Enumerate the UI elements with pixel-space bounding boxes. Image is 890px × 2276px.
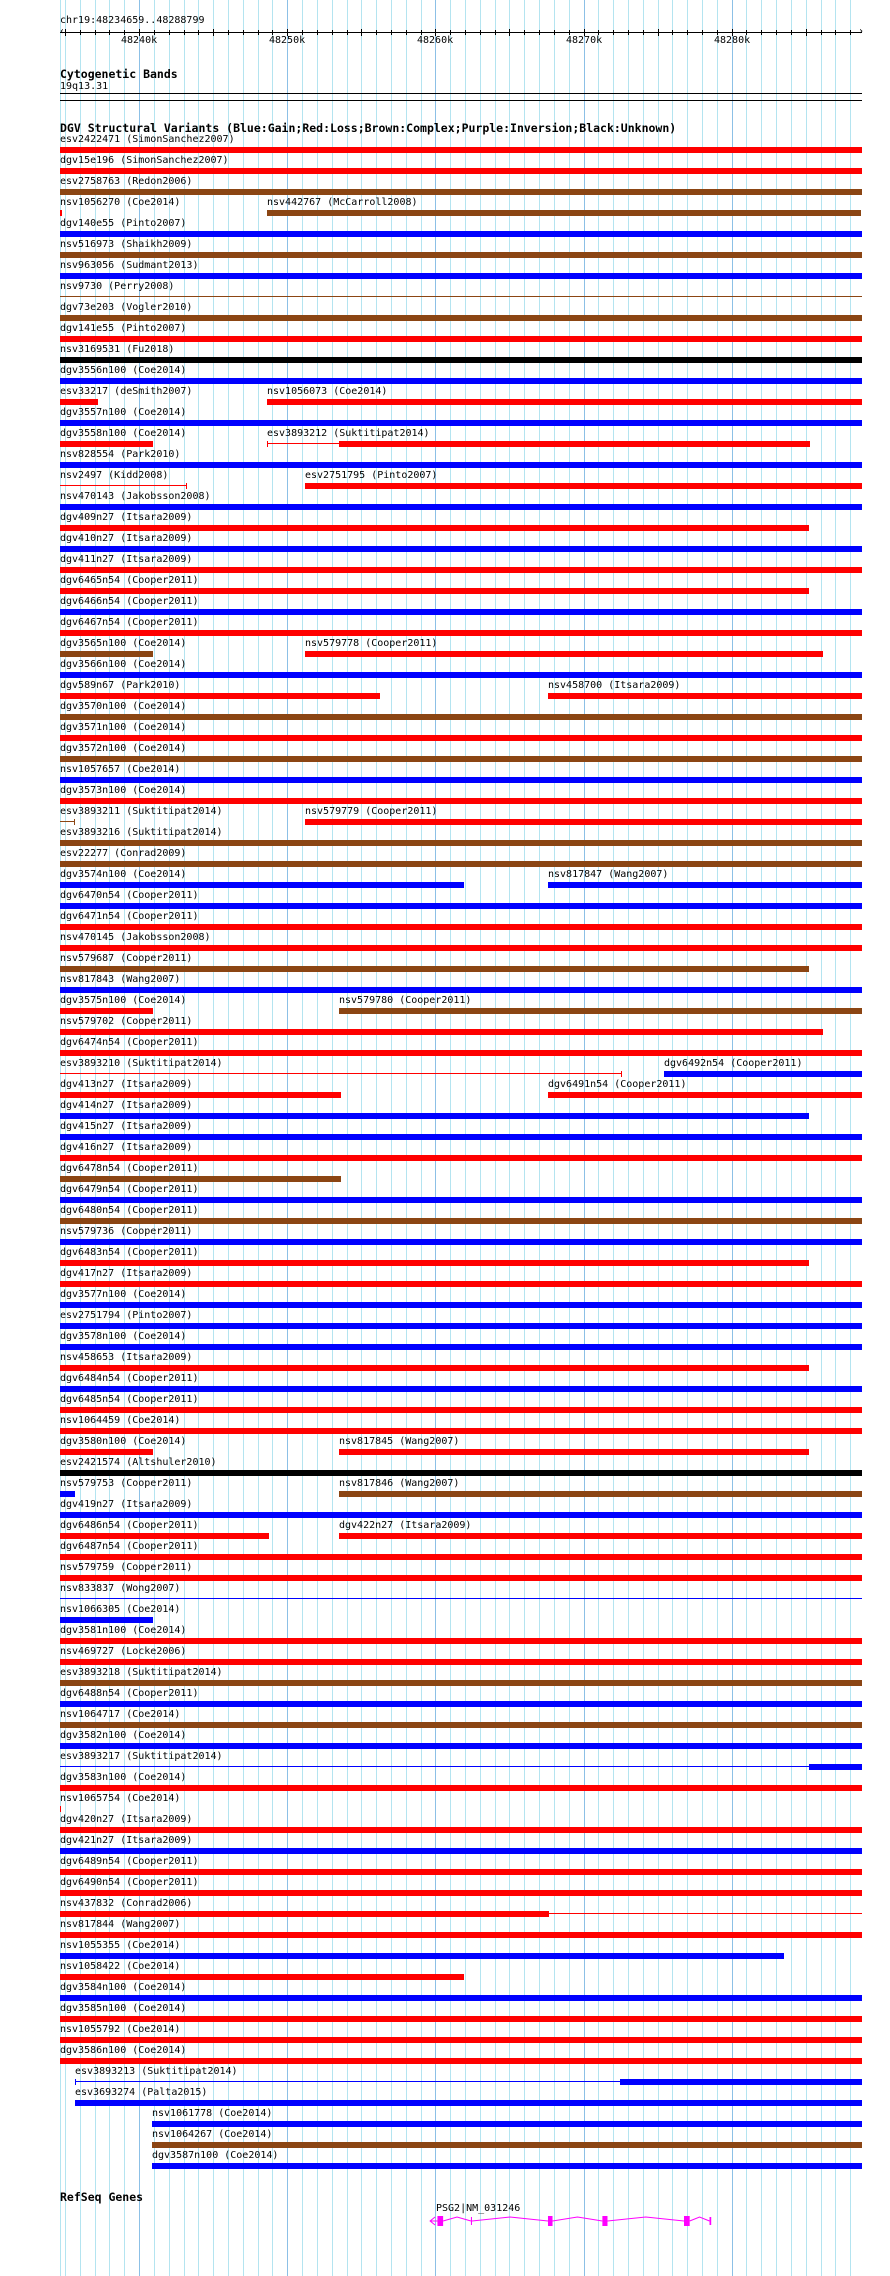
sv-label[interactable]: dgv6471n54 (Cooper2011) [60,911,199,922]
sv-label[interactable]: nsv817846 (Wang2007) [339,1478,460,1489]
sv-label[interactable]: dgv3557n100 (Coe2014) [60,407,187,418]
sv-label[interactable]: dgv3585n100 (Coe2014) [60,2003,187,2014]
sv-label[interactable]: dgv3578n100 (Coe2014) [60,1331,187,1342]
sv-label[interactable]: nsv817844 (Wang2007) [60,1919,181,1930]
intron-line [443,2217,471,2221]
sv-label[interactable]: nsv1066305 (Coe2014) [60,1604,181,1615]
sv-label[interactable]: nsv9730 (Perry2008) [60,281,175,292]
sv-label[interactable]: nsv1055792 (Coe2014) [60,2024,181,2035]
sv-label[interactable]: nsv828554 (Park2010) [60,449,181,460]
sv-label[interactable]: dgv6474n54 (Cooper2011) [60,1037,199,1048]
sv-label[interactable]: esv33217 (deSmith2007) [60,386,193,397]
ruler-tick-label: 48270k [566,35,603,46]
sv-label[interactable]: dgv416n27 (Itsara2009) [60,1142,193,1153]
exon-block [602,2216,607,2226]
exon-block [471,2217,472,2225]
sv-label[interactable]: dgv140e55 (Pinto2007) [60,218,187,229]
sv-label[interactable]: dgv3565n100 (Coe2014) [60,638,187,649]
sv-label[interactable]: dgv3558n100 (Coe2014) [60,428,187,439]
sv-label[interactable]: nsv579736 (Cooper2011) [60,1226,193,1237]
sv-label[interactable]: dgv6489n54 (Cooper2011) [60,1856,199,1867]
sv-label[interactable]: nsv579753 (Cooper2011) [60,1478,193,1489]
sv-label[interactable]: dgv6488n54 (Cooper2011) [60,1688,199,1699]
sv-label[interactable]: dgv420n27 (Itsara2009) [60,1814,193,1825]
sv-label[interactable]: esv2751794 (Pinto2007) [60,1310,193,1321]
cytoband-track-title: Cytogenetic Bands [60,67,178,81]
sv-label[interactable]: dgv15e196 (SimonSanchez2007) [60,155,229,166]
sv-label[interactable]: nsv833837 (Wong2007) [60,1583,181,1594]
exon-block [548,2216,553,2226]
sv-label[interactable]: dgv6470n54 (Cooper2011) [60,890,199,901]
sv-label[interactable]: nsv1056270 (Coe2014) [60,197,181,208]
sv-label[interactable]: dgv6479n54 (Cooper2011) [60,1184,199,1195]
sv-label[interactable]: nsv1056073 (Coe2014) [267,386,388,397]
sv-label[interactable]: dgv414n27 (Itsara2009) [60,1100,193,1111]
sv-label[interactable]: dgv3556n100 (Coe2014) [60,365,187,376]
sv-label[interactable]: esv3693274 (Palta2015) [75,2087,208,2098]
sv-label[interactable]: esv3893218 (Suktitipat2014) [60,1667,223,1678]
sv-label[interactable]: esv2751795 (Pinto2007) [305,470,438,481]
intron-line [607,2217,684,2221]
sv-label[interactable]: dgv6485n54 (Cooper2011) [60,1394,199,1405]
sv-label[interactable]: nsv579702 (Cooper2011) [60,1016,193,1027]
sv-label[interactable]: dgv3581n100 (Coe2014) [60,1625,187,1636]
sv-label[interactable]: nsv963056 (Sudmant2013) [60,260,199,271]
sv-label[interactable]: nsv1058422 (Coe2014) [60,1961,181,1972]
refseq-track-title: RefSeq Genes [60,2190,144,2204]
sv-label[interactable]: nsv442767 (McCarroll2008) [267,197,418,208]
ruler-tick-label: 48280k [714,35,751,46]
sv-label[interactable]: nsv437832 (Conrad2006) [60,1898,193,1909]
sv-label[interactable]: dgv3587n100 (Coe2014) [152,2150,279,2161]
sv-label[interactable]: dgv3572n100 (Coe2014) [60,743,187,754]
intron-line [690,2217,710,2221]
ruler-left-arrow-icon[interactable]: ‹ [59,26,66,37]
sv-label[interactable]: dgv419n27 (Itsara2009) [60,1499,193,1510]
sv-label[interactable]: esv2421574 (Altshuler2010) [60,1457,217,1468]
sv-label[interactable]: nsv470143 (Jakobsson2008) [60,491,211,502]
intron-line [553,2217,603,2221]
exon-block [710,2217,712,2225]
sv-label[interactable]: esv2422471 (SimonSanchez2007) [60,134,235,145]
sv-label[interactable]: nsv2497 (Kidd2008) [60,470,169,481]
sv-label[interactable]: dgv3583n100 (Coe2014) [60,1772,187,1783]
sv-label[interactable]: nsv579759 (Cooper2011) [60,1562,193,1573]
sv-label[interactable]: dgv3573n100 (Coe2014) [60,785,187,796]
exon-block [437,2216,443,2226]
sv-label[interactable]: esv3893212 (Suktitipat2014) [267,428,430,439]
sv-label[interactable]: nsv1055355 (Coe2014) [60,1940,181,1951]
sv-label[interactable]: dgv6483n54 (Cooper2011) [60,1247,199,1258]
sv-label[interactable]: dgv417n27 (Itsara2009) [60,1268,193,1279]
sv-label[interactable]: dgv3570n100 (Coe2014) [60,701,187,712]
sv-label[interactable]: esv3893216 (Suktitipat2014) [60,827,223,838]
sv-label[interactable]: dgv6478n54 (Cooper2011) [60,1163,199,1174]
sv-label[interactable]: dgv410n27 (Itsara2009) [60,533,193,544]
sv-label[interactable]: nsv1065754 (Coe2014) [60,1793,181,1804]
exon-block [684,2216,690,2226]
sv-label[interactable]: dgv6491n54 (Cooper2011) [548,1079,687,1090]
sv-label[interactable]: nsv3169531 (Fu2018) [60,344,175,355]
sv-label[interactable]: nsv458700 (Itsara2009) [548,680,681,691]
sv-label[interactable]: esv3893211 (Suktitipat2014) [60,806,223,817]
sv-label[interactable]: dgv6486n54 (Cooper2011) [60,1520,199,1531]
ruler-tick-label: 48260k [417,35,454,46]
sv-label[interactable]: dgv3582n100 (Coe2014) [60,1730,187,1741]
sv-label[interactable]: nsv1064459 (Coe2014) [60,1415,181,1426]
sv-label[interactable]: esv3893213 (Suktitipat2014) [75,2066,238,2077]
sv-label[interactable]: dgv3586n100 (Coe2014) [60,2045,187,2056]
sv-label[interactable]: esv3893210 (Suktitipat2014) [60,1058,223,1069]
sv-label[interactable]: dgv73e203 (Vogler2010) [60,302,193,313]
sv-label[interactable]: dgv6492n54 (Cooper2011) [664,1058,803,1069]
sv-label[interactable]: dgv589n67 (Park2010) [60,680,181,691]
sv-label[interactable]: esv3893217 (Suktitipat2014) [60,1751,223,1762]
sv-label[interactable]: nsv817843 (Wang2007) [60,974,181,985]
intron-line [472,2217,548,2221]
sv-label[interactable]: dgv6466n54 (Cooper2011) [60,596,199,607]
sv-label[interactable]: dgv409n27 (Itsara2009) [60,512,193,523]
sv-label[interactable]: nsv516973 (Shaikh2009) [60,239,193,250]
sv-label[interactable]: dgv422n27 (Itsara2009) [339,1520,472,1531]
sv-label[interactable]: nsv1061778 (Coe2014) [152,2108,273,2119]
sv-label[interactable]: nsv817845 (Wang2007) [339,1436,460,1447]
sv-label[interactable]: nsv579778 (Cooper2011) [305,638,438,649]
location-label: chr19:48234659..48288799 [60,15,205,26]
sv-label[interactable]: esv2758763 (Redon2006) [60,176,193,187]
sv-label[interactable]: dgv141e55 (Pinto2007) [60,323,187,334]
sv-label[interactable]: dgv6487n54 (Cooper2011) [60,1541,199,1552]
sv-label[interactable]: dgv411n27 (Itsara2009) [60,554,193,565]
sv-label[interactable]: dgv3566n100 (Coe2014) [60,659,187,670]
sv-label[interactable]: nsv817847 (Wang2007) [548,869,669,880]
sv-label[interactable]: nsv469727 (Locke2006) [60,1646,187,1657]
ruler-right-arrow-icon[interactable]: › [858,26,865,37]
sv-label[interactable]: dgv415n27 (Itsara2009) [60,1121,193,1132]
sv-label[interactable]: dgv6480n54 (Cooper2011) [60,1205,199,1216]
sv-label[interactable]: dgv3575n100 (Coe2014) [60,995,187,1006]
sv-label[interactable]: nsv1057657 (Coe2014) [60,764,181,775]
dgv-track-title: DGV Structural Variants (Blue:Gain;Red:Loss;Brown:Complex;Purple:Inversion;Black:Unknown) [60,121,677,135]
sv-label[interactable]: nsv1064267 (Coe2014) [152,2129,273,2140]
sv-label[interactable]: dgv6465n54 (Cooper2011) [60,575,199,586]
sv-label[interactable]: dgv6484n54 (Cooper2011) [60,1373,199,1384]
ruler-tick-label: 48250k [269,35,306,46]
sv-label[interactable]: dgv6490n54 (Cooper2011) [60,1877,199,1888]
sv-label[interactable]: nsv579780 (Cooper2011) [339,995,472,1006]
sv-label[interactable]: dgv3574n100 (Coe2014) [60,869,187,880]
sv-label[interactable]: dgv413n27 (Itsara2009) [60,1079,193,1090]
gene-label[interactable]: PSG2|NM_031246 [436,2203,521,2214]
sv-label[interactable]: dgv3580n100 (Coe2014) [60,1436,187,1447]
sv-label[interactable]: dgv421n27 (Itsara2009) [60,1835,193,1846]
sv-label[interactable]: dgv3577n100 (Coe2014) [60,1289,187,1300]
sv-label[interactable]: nsv1064717 (Coe2014) [60,1709,181,1720]
sv-label[interactable]: dgv3584n100 (Coe2014) [60,1982,187,1993]
sv-label[interactable]: dgv6467n54 (Cooper2011) [60,617,199,628]
sv-label[interactable]: nsv458653 (Itsara2009) [60,1352,193,1363]
sv-label[interactable]: nsv579687 (Cooper2011) [60,953,193,964]
cytoband-label: 19q13.31 [60,81,109,92]
sv-label[interactable]: nsv470145 (Jakobsson2008) [60,932,211,943]
ruler-tick-label: 48240k [121,35,158,46]
sv-label[interactable]: esv22277 (Conrad2009) [60,848,187,859]
sv-label[interactable]: nsv579779 (Cooper2011) [305,806,438,817]
sv-label[interactable]: dgv3571n100 (Coe2014) [60,722,187,733]
